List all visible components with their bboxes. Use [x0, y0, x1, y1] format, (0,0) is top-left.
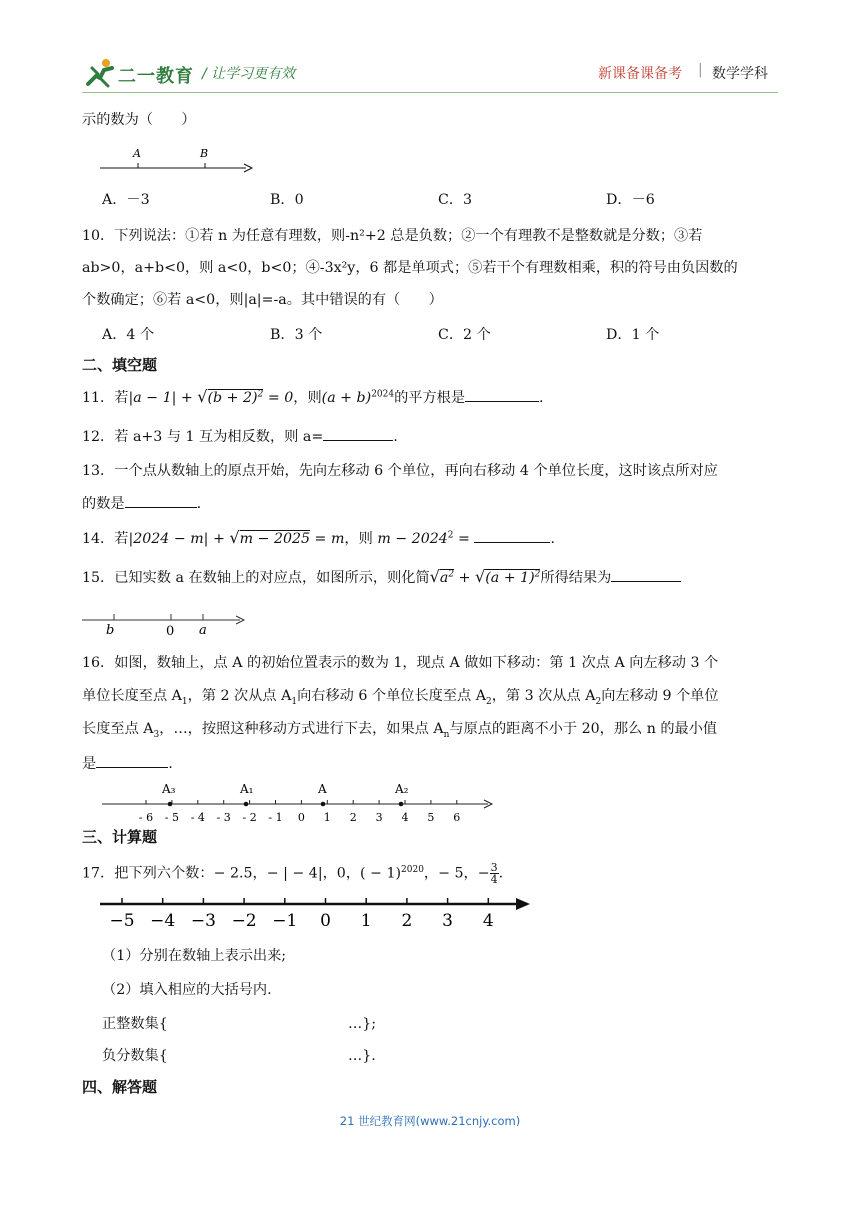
q11-suffix: 的平方根是	[394, 390, 466, 406]
q17	[82, 862, 503, 885]
runner-logo-icon	[84, 58, 118, 88]
q17-number-line	[98, 890, 538, 934]
q16-point-a1	[244, 802, 249, 807]
q10-option-a[interactable]: A．4 个	[102, 327, 155, 343]
q15-sqrt1-inner: a	[439, 570, 449, 586]
q15-plus: +	[454, 570, 475, 586]
q16-line4	[82, 753, 173, 774]
q15-sqrt2: $(a + 1)^2$	[485, 569, 541, 586]
q16-line3	[82, 719, 717, 739]
q16-tick-label: 2	[349, 811, 357, 824]
q9-option-c[interactable]: C．3	[438, 192, 473, 208]
footer-text: 21 世纪教育网(www.21cnjy.com)	[339, 1114, 521, 1128]
q16-tick-label: - 5	[164, 811, 180, 824]
q16-tick-label: - 2	[242, 811, 257, 824]
q16-line3b: ，…，按照这种移动方式进行下去，如果点 A	[159, 721, 444, 737]
header-slogan: / 让学习更有效	[202, 66, 296, 82]
q14-prefix: 14．若	[82, 531, 129, 547]
q16-label-a1: A₁	[240, 782, 254, 796]
q12-text: 12．若 a+3 与 1 互为相反数，则 a=	[82, 429, 324, 445]
q16-point-a3	[168, 802, 173, 807]
q17-tick-label: −5	[109, 911, 135, 931]
q17-tick-label: 1	[360, 911, 372, 931]
q16-line2b: ，第 2 次从点 A	[187, 688, 292, 704]
q17-set2-label: 负分数集{	[102, 1048, 168, 1064]
sqrt-icon: √	[429, 567, 440, 586]
q17-numbers: − 2.5，− | − 4|，0，( − 1)	[213, 865, 402, 882]
q16-subn: n	[443, 729, 450, 740]
q9-option-b[interactable]: B．0	[270, 192, 304, 208]
q16-label-a: A	[318, 782, 327, 796]
header	[0, 0, 860, 100]
q16-tick-label: 6	[453, 811, 461, 824]
q15-answer-blank[interactable]	[611, 567, 681, 582]
q12	[82, 426, 398, 447]
q13-answer-blank[interactable]	[125, 493, 197, 508]
q16-point-a2	[399, 802, 404, 807]
q14-expr2: m − 2024	[377, 531, 448, 547]
q16-line4-text: 是	[82, 756, 97, 772]
q11-eq: = 0	[263, 390, 294, 406]
q15-suffix: 所得结果为	[540, 570, 612, 586]
q17-exp: 2020	[401, 864, 424, 875]
section-solution: 四、解答题	[82, 1078, 158, 1096]
q15-label-b: b	[106, 623, 115, 638]
q10-option-b[interactable]: B．3 个	[270, 327, 323, 343]
q17-tick-label: 0	[320, 911, 331, 931]
q14-end: .	[550, 531, 555, 547]
q11-sqrt-inner: (b + 2)	[207, 390, 258, 406]
header-rule	[82, 92, 778, 93]
section-calculation: 三、计算题	[82, 828, 158, 846]
q16-sub1: 1	[181, 696, 188, 707]
q11-expr2: (a + b)	[321, 390, 372, 406]
q17-tick-label: 3	[442, 911, 454, 931]
q16-point-a	[321, 802, 326, 807]
q15-prefix: 15．已知实数 a 在数轴上的对应点，如图所示，则化简	[82, 570, 430, 586]
q17-set2-end[interactable]: …}.	[348, 1048, 376, 1064]
q14-mid: ，则	[344, 531, 378, 547]
q14-eq: = m	[310, 531, 345, 547]
q11-prefix: 11．若	[82, 390, 129, 406]
q16-tick-label: 0	[297, 811, 305, 824]
header-course: 新课备课备考	[598, 66, 682, 82]
q9-option-a[interactable]: A．－3	[102, 192, 150, 208]
q16-line3c: 与原点的距离不小于 20，那么 n 的最小值	[449, 721, 718, 737]
q11-sqrt-body: $(b + 2)^2$	[207, 389, 264, 406]
sqrt-icon: √	[229, 528, 240, 547]
q15-sqrt2-inner: (a + 1)	[485, 570, 535, 586]
q12-answer-blank[interactable]	[323, 426, 393, 441]
q17-tick-label: 2	[401, 911, 413, 931]
q9-label-a: A	[133, 147, 141, 160]
q14	[82, 528, 555, 549]
q17-tick-label: −2	[231, 911, 257, 931]
q16-number-line	[100, 778, 500, 826]
sqrt-icon: √	[475, 567, 486, 586]
q9-tail: 示的数为（ ）	[82, 112, 196, 128]
q10-line2: ab>0，a+b<0，则 a<0，b<0；④-3x²y，6 都是单项式；⑤若干个有理数相乘，积的符号由负因数的	[82, 260, 738, 276]
q9-label-b: B	[200, 147, 209, 160]
q14-sqrt-body: m − 2025	[239, 531, 311, 547]
q16-line2d: ，第 3 次从点 A	[491, 688, 596, 704]
q16-tick-label: - 4	[190, 811, 205, 824]
q15-label-a: a	[199, 623, 207, 638]
q10-option-c[interactable]: C．2 个	[438, 327, 491, 343]
q14-exp: 2	[447, 530, 454, 541]
q16-tick-label: 4	[401, 811, 409, 824]
q11-answer-blank[interactable]	[465, 387, 539, 402]
q16-sub2b: 2	[595, 696, 602, 707]
q17-frac-den: 4	[490, 873, 498, 886]
q11-expr1: |a − 1| +	[128, 390, 198, 406]
q13-line2-text: 的数是	[82, 496, 125, 512]
q16-tick-label: 5	[427, 811, 435, 824]
q15-number-line	[80, 606, 250, 640]
header-divider: |	[698, 62, 703, 78]
q16-tick-label: - 3	[216, 811, 231, 824]
q15-label-0: 0	[166, 624, 175, 639]
header-subject: 数学学科	[712, 66, 768, 82]
q16-sub3: 3	[153, 729, 160, 740]
q9-number-line	[98, 144, 258, 178]
q16-line2c: 向右移动 6 个单位长度至点 A	[297, 688, 486, 704]
q13-end: .	[196, 496, 202, 512]
q17-set1-label: 正整数集{	[102, 1016, 168, 1032]
q16-tick-label: - 1	[268, 811, 283, 824]
q10-line1: 10．下列说法：①若 n 为任意有理数，则-n²+2 总是负数；②一个有理教不是整数就是分数；③若	[82, 228, 703, 244]
q16-line2e: 向左移动 9 个单位	[601, 688, 719, 704]
q16-tick-label: - 6	[138, 811, 154, 824]
q17-sub2: （2）填入相应的大括号内.	[102, 982, 272, 998]
q17-end: .	[498, 865, 504, 882]
q16-line2	[82, 686, 719, 706]
q17-prefix: 17．把下列六个数：	[82, 865, 214, 882]
q12-end: .	[393, 429, 398, 445]
q14-expr1: |2024 − m| +	[128, 531, 230, 547]
q16-sub2: 2	[485, 696, 492, 707]
q16-tick-label: 3	[375, 811, 383, 824]
q14-eq2: =	[453, 531, 475, 547]
q17-sub1: （1）分别在数轴上表示出来;	[102, 948, 287, 964]
q16-answer-blank[interactable]	[96, 753, 168, 768]
q15	[82, 567, 681, 588]
q17-frac-num: 3	[490, 861, 498, 874]
q11-end: .	[539, 390, 544, 406]
q14-answer-blank[interactable]	[474, 528, 550, 543]
q16-sub1b: 1	[291, 696, 298, 707]
q17-tick-label: −4	[150, 911, 176, 931]
q16-line1: 16．如图，数轴上，点 A 的初始位置表示的数为 1，现点 A 做如下移动：第 1 次点 A 向左移动 3 个	[82, 655, 719, 671]
q17-numbers2: ，− 5，−	[423, 865, 490, 882]
q11-exp: 2024	[371, 389, 395, 400]
q16-label-a2: A₂	[395, 782, 409, 796]
q16-label-a3: A₃	[162, 782, 176, 796]
q17-tick-label: −3	[190, 911, 216, 931]
q17-fraction	[490, 862, 499, 885]
sqrt-icon: √	[197, 387, 208, 406]
q16-line3a: 长度至点 A	[82, 721, 154, 737]
q13-line1: 13．一个点从数轴上的原点开始，先向左移动 6 个单位，再向右移动 4 个单位长度，这时该点所对应	[82, 463, 718, 479]
q11	[82, 387, 544, 408]
q16-end: .	[168, 756, 173, 772]
logo-text: 二一教育	[118, 66, 194, 87]
q10-option-d[interactable]: D．1 个	[606, 327, 660, 343]
q10-line3: 个数确定；⑥若 a<0，则|a|=-a。其中错误的有（ ）	[82, 292, 443, 308]
section-fill-blank: 二、填空题	[82, 356, 158, 374]
q15-sqrt1: $a^2$	[439, 569, 455, 586]
q17-set1-end[interactable]: …};	[348, 1016, 376, 1032]
q11-mid: ，则	[293, 390, 322, 406]
q13-line2	[82, 493, 201, 514]
q17-tick-label: −1	[272, 911, 298, 931]
q16-tick-label: 1	[323, 811, 331, 824]
q17-tick-label: 4	[482, 911, 494, 931]
q16-line2a: 单位长度至点 A	[82, 688, 182, 704]
q9-option-d[interactable]: D．－6	[606, 192, 655, 208]
